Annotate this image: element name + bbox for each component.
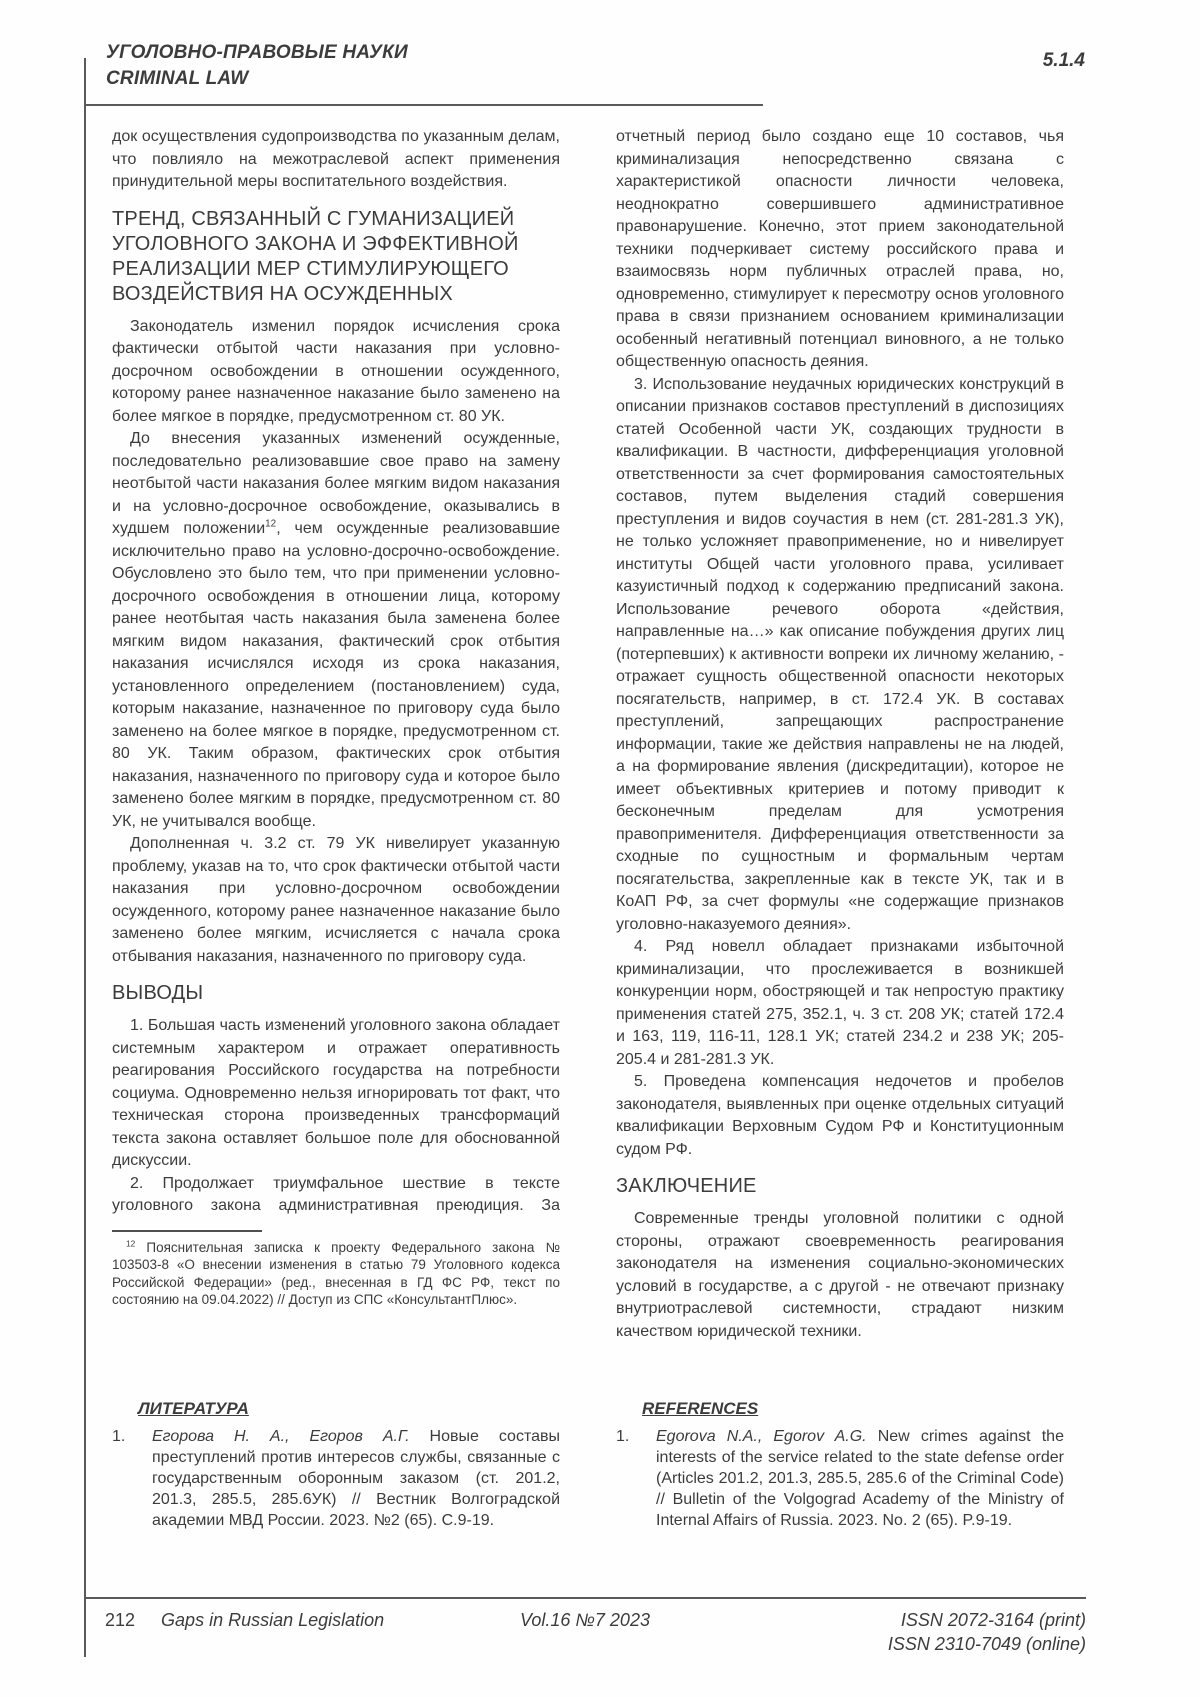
item-text: New crimes against the interests of the service related to the state defense order (Articles 201.2, 201.3, 285.5, 285.6 of the Criminal Code) // Bulletin of the Volgograd Academy of the Ministry of Internal Affairs of Russia. 2023. No. 2 (65). P.9-19. (656, 1428, 1064, 1529)
paragraph-text: , чем осужденные реализовавшие исключительно право на условно-досрочно-освобождение. Обусловлено это было тем, что при применении условно-досрочного освобождения в отношении лица, которому ранее неотбытая часть наказания была заменена более мягким видом наказания, фактический срок отбытия наказания исчислялся исходя из срока наказания, установленного определением (постановлением) суда, которым наказание, назначенное по приговору суда было заменено на более мягкое в порядке, предусмотренном ст. 80 УК. Таким образом, фактических срок отбытия наказания, назначенного по приговору суда и которое было заменено более мягким в порядке, предусмотренном ст. 80 УК, не учитывался вообще. (112, 520, 560, 830)
literature-heading: ЛИТЕРАТУРА (138, 1399, 249, 1418)
item-body (656, 1426, 1064, 1531)
conclusion-paragraph: 2. Продолжает триумфальное шествие в тексте уголовного закона административная преюдиция. За (112, 1174, 560, 1214)
conclusion-heading: ЗАКЛЮЧЕНИЕ (616, 1175, 757, 1197)
paragraph (112, 428, 560, 833)
item-number: 1. (112, 1428, 126, 1445)
issn-print: ISSN 2072-3164 (print) (900, 1610, 1087, 1630)
paragraph: Дополненная ч. 3.2 ст. 79 УК нивелирует указанную проблему, указав на то, что срок фактически отбытой части наказания при условно-досрочном освобождении осужденного, которому ранее назначенное наказание было заменено более мягким, исчисляется с начала срока отбывания наказания, назначенного по приговору суда. (112, 835, 560, 965)
page-number: 212 (105, 1610, 136, 1630)
footnote (112, 1230, 560, 1309)
footnote-rule (112, 1230, 262, 1232)
footnote-text: $^{12}$ Пояснительная записка к проекту Федерального закона № 103503-8 «О внесении изменения в статью 79 Уголовного кодекса Российской Федерации» (ред., внесенная в ГД ФС РФ, текст по состоянию на 09.04.2022) // Доступ из СПС «КонсультантПлюс». (112, 1238, 560, 1307)
footer-issn (650, 1608, 1086, 1656)
footer-rule (84, 1597, 1086, 1599)
conclusions-heading: ВЫВОДЫ (112, 982, 204, 1004)
references-heading: REFERENCES (642, 1399, 759, 1418)
left-column (112, 126, 560, 1588)
paragraph: 4. Ряд новелл обладает признаками избыточной криминализации, что прослеживается в возникшей конкуренции норм, обостряющей и так непростую практику применения статей 275, 352.1, ч. 3 ст. 208 УК; статей 172.4 и 163, 119, 116-11, 128.1 УК; статей 234.2 и 238 УК; 205-205.4 и 281-281.3 УК. (616, 938, 1064, 1068)
literature-item (112, 1426, 560, 1531)
item-number: 1. (616, 1428, 630, 1445)
section-title-en: CRIMINAL LAW (106, 68, 249, 89)
header-rule (84, 104, 763, 106)
reference-item (616, 1426, 1064, 1531)
paragraph: 5. Проведена компенсация недочетов и пробелов законодателя, выявленных при оценке отдельных ситуаций квалификации Верховным Судом РФ и Конституционным судом РФ. (616, 1073, 1064, 1158)
references-section (616, 1398, 1064, 1531)
specialty-code: 5.1.4 (1042, 50, 1085, 71)
conclusion-paragraph: 1. Большая часть изменений уголовного закона обладает системным характером и отражает оперативность реагирования Российского государства на потребности социума. Одновременно нельзя игнорировать тот факт, что техническая сторона произведенных трансформаций текста закона оставляет большое поле для обоснованной дискуссии. (112, 1017, 560, 1169)
section-title-ru: УГОЛОВНО-ПРАВОВЫЕ НАУКИ (106, 42, 408, 63)
conclusion-paragraph: Современные тренды уголовной политики с одной стороны, отражают своевременность реагирования законодателя на изменения социально-экономических условий в государстве, а с другой - не отвечают признаку внутриотраслевой системности, страдают низким качеством юридической техники. (616, 1210, 1064, 1340)
issn-online: ISSN 2310-7049 (online) (887, 1634, 1087, 1654)
footnote-marker: 12 (126, 1238, 136, 1248)
item-authors: Егорова Н. А., Егоров А.Г. (152, 1428, 410, 1445)
section-heading: ТРЕНД, СВЯЗАННЫЙ С ГУМАНИЗАЦИЕЙ УГОЛОВНОГО ЗАКОНА И ЭФФЕКТИВНОЙ РЕАЛИЗАЦИИ МЕР СТИМУЛИРУЮЩЕГО ВОЗДЕЙСТВИЯ НА ОСУЖДЕННЫХ (112, 207, 519, 305)
journal-title: Gaps in Russian Legislation (161, 1610, 385, 1630)
page-footer (84, 1608, 1086, 1656)
volume-info: Vol.16 №7 2023 (520, 1610, 650, 1630)
footer-left (84, 1608, 520, 1632)
continued-paragraph: отчетный период было создано еще 10 составов, чья криминализация непосредственно связана с характеристикой опасности личности человека, неоднократно совершившего административное правонарушение. Конечно, этот прием законодательной техники подчеркивает систему российского права и взаимосвязь норм публичных отраслей права, но, одновременно, стимулирует к пересмотру основ уголовного права в связи признанием основанием криминализации особенный негативный потенциал виновного, а не только общественную опасность деяния. (616, 128, 1064, 370)
literature-section (112, 1398, 560, 1531)
item-body (152, 1426, 560, 1531)
page-body (112, 126, 1064, 1588)
right-column (616, 126, 1064, 1588)
header-rubric (106, 40, 408, 92)
item-text: Новые составы преступлений против интересов службы, связанные с государственным оборонным заказом (ст. 201.2, 201.3, 285.5, 285.6УК) // Вестник Волгоградской академии МВД России. 2023. №2 (65). С.9-19. (152, 1428, 561, 1529)
paragraph-text: До внесения указанных изменений осужденные, последовательно реализовавшие свое право на замену неотбытой части наказания более мягким видом наказания и на условно-досрочное освобождение, оказывались в худшем положении (112, 430, 560, 537)
paragraph: 3. Использование неудачных юридических конструкций в описании признаков составов преступлений в диспозициях статей Особенной части УК, создающих трудности в квалификации. В частности, дифференциация уголовной ответственности за счет формирования самостоятельных составов, путем выделения стадий совершения преступления и видов соучастия в нем (ст. 281-281.3 УК), не только усложняет правоприменение, но и нивелирует институты Общей части уголовного права, усиливает казуистичный подход к содержанию предписаний закона. Использование речевого оборота «действия, направленные на…» как описание побуждения других лиц (потерпевших) к активности вопреки их личному желанию, - отражает сущность общественной опасности некоторых посягательств, например, в ст. 172.4 УК. В составах преступлений, запрещающих распространение информации, такие же действия направлены не на людей, а на формирование явления (дискредитации), которое не имеет объективных критериев и потому приводит к бесконечным пределам для усмотрения правоприменителя. Дифференциация ответственности за сходные по сущностным и формальным чертам посягательства, закрепленные как в тексте УК, так и в КоАП РФ, за счет формулы «не содержащие признаков уголовно-наказуемого деяния». (616, 375, 1064, 933)
item-authors: Egorova N.A., Egorov A.G. (656, 1428, 867, 1445)
paragraph: Законодатель изменил порядок исчисления срока фактически отбытой части наказания при условно-досрочном освобождении в отношении осужденного, которому ранее назначенное наказание было заменено на более мягкое в порядке, предусмотренном ст. 80 УК. (112, 317, 560, 425)
left-margin-rule (84, 58, 86, 1657)
continued-paragraph: док осуществления судопроизводства по указанным делам, что повлияло на межотраслевой аспект применения принудительной меры воспитательного воздействия. (112, 128, 560, 190)
footnote-ref: 12 (265, 518, 277, 530)
